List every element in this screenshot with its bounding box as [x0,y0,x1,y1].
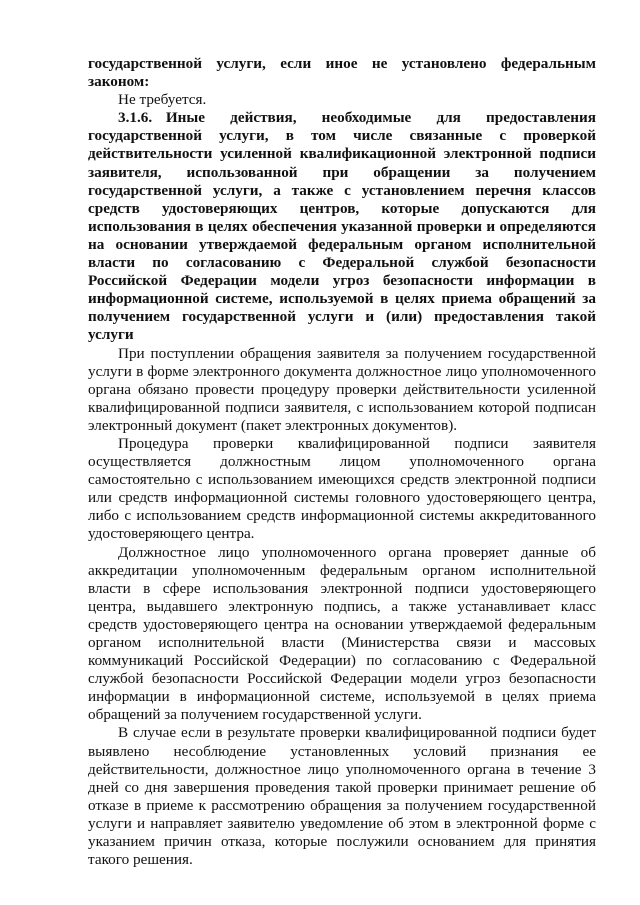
paragraph-4: В случае если в результате проверки квалифицированной подписи будет выявлено несоблюдение установленных условий признания ее действительности, должностное лицо уполномоченного органа в течение 3 дней со дня завершения проведения такой проверки принимает решение об отказе в приеме к рассмотрению обращения за получением государственной услуги и направляет заявителю уведомление об этом в электронной форме с указанием причин отказа, которые послужили основанием для принятия такого решения. [88,724,596,869]
heading-continuation: государственной услуги, если иное не установлено федеральным законом: [88,55,596,91]
section-number: 3.1.6. [118,109,153,127]
paragraph-3: Должностное лицо уполномоченного органа проверяет данные об аккредитации уполномоченным федеральным органом исполнительной власти в сфере использования электронной подписи удостоверяющего центра, выдавшего электронную подпись, а также устанавливает класс средств удостоверяющего центра на основании утверждаемой федеральным органом исполнительной власти (Министерства связи и массовых коммуникаций Российской Федерации) по согласованию с Федеральной службой безопасности Российской Федерации модели угроз безопасности информации в информационной системе, используемой в целях приема обращений за получением государственной услуги. [88,543,596,724]
section-heading [88,109,596,344]
document-page [88,55,596,869]
not-required-text: Не требуется. [118,91,207,109]
section-title: Иные действия, необходимые для предоставления государственной услуги, в том числе связанные с проверкой действительности усиленной квалификационной электронной подписи заявителя, использованной при обращении за получением государственной услуги, а также с установлением перечня классов средств удостоверяющих центров, которые допускаются для использования в целях обеспечения указанной проверки и определяются на основании утверждаемой федеральным органом исполнительной власти по согласованию с Федеральной службой безопасности Российской Федерации модели угроз безопасности информации в информационной системе, используемой в целях приема обращений за получением государственной услуги и (или) предоставления такой услуги [88,109,596,344]
paragraph-1: При поступлении обращения заявителя за получением государственной услуги в форме электронного документа должностное лицо уполномоченного органа обязано провести процедуру проверки действительности усиленной квалифицированной подписи заявителя, с использованием которой подписан электронный документ (пакет электронных документов). [88,344,596,434]
paragraph-2: Процедура проверки квалифицированной подписи заявителя осуществляется должностным лицом уполномоченного органа самостоятельно с использованием имеющихся средств электронной подписи или средств информационной системы головного удостоверяющего центра, либо с использованием средств информационной системы аккредитованного удостоверяющего центра. [88,434,596,543]
